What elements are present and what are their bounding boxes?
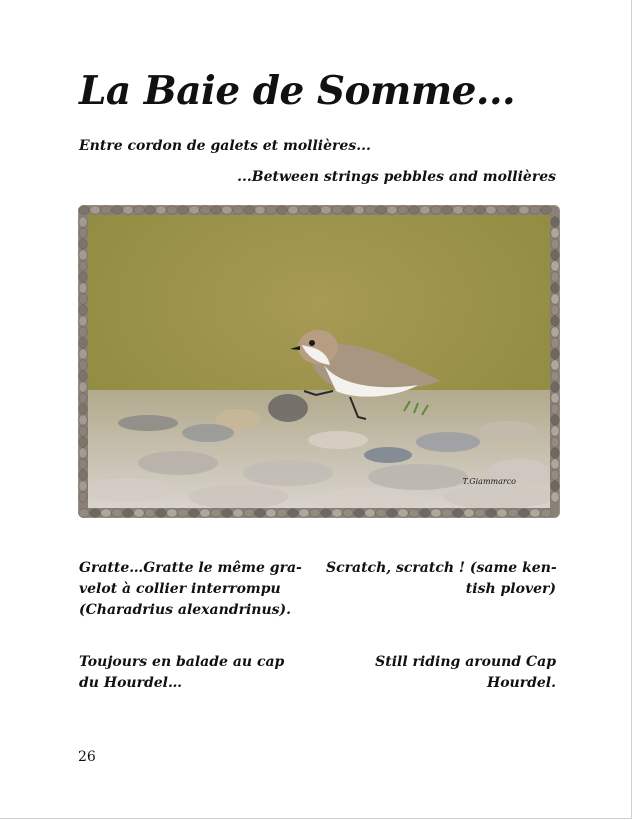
pebble — [79, 382, 87, 392]
pebble — [464, 206, 474, 214]
pebble — [134, 509, 144, 517]
pebble — [519, 206, 529, 214]
pebble — [123, 206, 133, 214]
pebble — [409, 206, 419, 214]
pebble — [112, 509, 122, 517]
caption-line: Still riding around Cap — [375, 654, 556, 670]
pebble — [551, 415, 559, 425]
caption-line: Hourdel. — [486, 675, 556, 691]
pebble — [79, 404, 87, 414]
pebble — [431, 509, 441, 517]
pebble — [541, 206, 551, 214]
pebble — [475, 509, 485, 517]
pebble — [497, 509, 507, 517]
pebble — [508, 206, 518, 214]
caption-line: velot à collier interrompu — [79, 581, 281, 597]
pebble — [486, 509, 496, 517]
pebble — [551, 371, 559, 381]
pebble — [288, 206, 298, 214]
pebble — [145, 509, 155, 517]
pebble — [101, 509, 111, 517]
pebble — [79, 261, 87, 271]
pebble — [79, 327, 87, 337]
pebble — [200, 206, 210, 214]
pebble — [112, 206, 122, 214]
pebble — [222, 509, 232, 517]
pebble — [79, 239, 87, 249]
pebble — [79, 294, 87, 304]
pebble — [442, 509, 452, 517]
pebble — [551, 228, 559, 238]
pebble — [233, 509, 243, 517]
page-number: 26 — [78, 749, 96, 765]
pebble — [551, 327, 559, 337]
pebble — [156, 509, 166, 517]
pebble — [178, 206, 188, 214]
pebble — [551, 261, 559, 271]
pebble — [310, 509, 320, 517]
pebble — [79, 360, 87, 370]
caption-english-2 — [326, 652, 556, 694]
pebble — [79, 437, 87, 447]
pebble — [332, 509, 342, 517]
pebble — [398, 206, 408, 214]
pebble — [354, 206, 364, 214]
pebble — [551, 481, 559, 491]
pebble — [79, 426, 87, 436]
pebble — [431, 206, 441, 214]
pebble — [551, 305, 559, 315]
pebble — [551, 360, 559, 370]
pebble — [321, 509, 331, 517]
pebble — [145, 206, 155, 214]
pebble — [376, 206, 386, 214]
pebble — [299, 206, 309, 214]
pebble — [244, 206, 254, 214]
pebble — [167, 509, 177, 517]
subtitle-english: ...Between strings pebbles and mollières — [237, 169, 556, 185]
pebble — [299, 509, 309, 517]
pebble — [79, 459, 87, 469]
pebble — [79, 371, 87, 381]
pebble — [343, 206, 353, 214]
pebble — [551, 239, 559, 249]
photo-credit: T.Giammarco — [462, 477, 516, 486]
caption-english-1 — [326, 558, 556, 600]
pebble — [79, 470, 87, 480]
pebble — [376, 509, 386, 517]
pebble — [387, 509, 397, 517]
pebble — [365, 206, 375, 214]
pebble — [551, 349, 559, 359]
pebble — [79, 206, 89, 214]
pebble — [387, 206, 397, 214]
pebble — [79, 305, 87, 315]
pebble — [244, 509, 254, 517]
pebble — [541, 509, 551, 517]
pebble — [211, 509, 221, 517]
pebble — [551, 426, 559, 436]
pebble — [332, 206, 342, 214]
pebble — [398, 509, 408, 517]
pebble — [365, 509, 375, 517]
pebble — [79, 272, 87, 282]
pebble — [79, 338, 87, 348]
pebble — [79, 393, 87, 403]
pebble — [189, 206, 199, 214]
caption-line: Toujours en balade au cap — [79, 654, 285, 670]
photo-frame — [78, 205, 560, 518]
pebble — [90, 206, 100, 214]
pebble — [420, 509, 430, 517]
pebble — [551, 382, 559, 392]
plover-photo-illustration — [88, 215, 550, 508]
pebble — [123, 509, 133, 517]
pebble — [551, 338, 559, 348]
pebble — [79, 481, 87, 491]
pebble — [79, 283, 87, 293]
pebble — [134, 206, 144, 214]
pebble — [222, 206, 232, 214]
pebble — [266, 509, 276, 517]
pebble — [551, 470, 559, 480]
pebble — [551, 492, 559, 502]
pebble — [354, 509, 364, 517]
pebble — [519, 509, 529, 517]
pebble — [551, 250, 559, 260]
pebble — [464, 509, 474, 517]
pebble — [420, 206, 430, 214]
pebble — [156, 206, 166, 214]
pebble — [321, 206, 331, 214]
pebble — [551, 437, 559, 447]
pebble — [551, 404, 559, 414]
pebble — [551, 283, 559, 293]
pebble — [530, 206, 540, 214]
pebble — [288, 509, 298, 517]
pebble — [79, 415, 87, 425]
pebble — [79, 250, 87, 260]
pebble — [497, 206, 507, 214]
pebble — [442, 206, 452, 214]
caption-line: Scratch, scratch ! (same ken- — [326, 560, 557, 576]
pebble — [475, 206, 485, 214]
pebble — [551, 272, 559, 282]
page-title: La Baie de Somme... — [79, 68, 516, 114]
pebble — [277, 509, 287, 517]
pebble — [343, 509, 353, 517]
pebble — [486, 206, 496, 214]
caption-line: tish plover) — [465, 581, 556, 597]
pebble — [551, 459, 559, 469]
pebble — [211, 206, 221, 214]
pebble — [79, 349, 87, 359]
pebble — [79, 316, 87, 326]
caption-line: (Charadrius alexandrinus). — [79, 602, 291, 618]
pebble — [530, 509, 540, 517]
pebble — [189, 509, 199, 517]
pebble — [453, 509, 463, 517]
pebble — [200, 509, 210, 517]
pebble — [409, 509, 419, 517]
pebble — [255, 206, 265, 214]
pebble — [233, 206, 243, 214]
pebble — [551, 294, 559, 304]
pebble — [167, 206, 177, 214]
pebble — [79, 217, 87, 227]
pebble — [79, 228, 87, 238]
pebble — [101, 206, 111, 214]
pebble — [551, 448, 559, 458]
pebble — [277, 206, 287, 214]
pebble — [551, 393, 559, 403]
pebble — [551, 217, 559, 227]
pebble — [508, 509, 518, 517]
pebble — [310, 206, 320, 214]
pebble — [178, 509, 188, 517]
pebble — [90, 509, 100, 517]
subtitle-french: Entre cordon de galets et mollières... — [79, 138, 371, 154]
bird-photo — [88, 215, 550, 508]
pebble — [79, 448, 87, 458]
pebble — [79, 492, 87, 502]
caption-french-1 — [79, 558, 309, 621]
pebble — [255, 509, 265, 517]
caption-line: du Hourdel… — [79, 675, 182, 691]
pebble — [79, 509, 89, 517]
pebble — [551, 316, 559, 326]
pebble — [453, 206, 463, 214]
pebble — [266, 206, 276, 214]
caption-line: Gratte…Gratte le même gra- — [79, 560, 302, 576]
caption-french-2 — [79, 652, 309, 694]
